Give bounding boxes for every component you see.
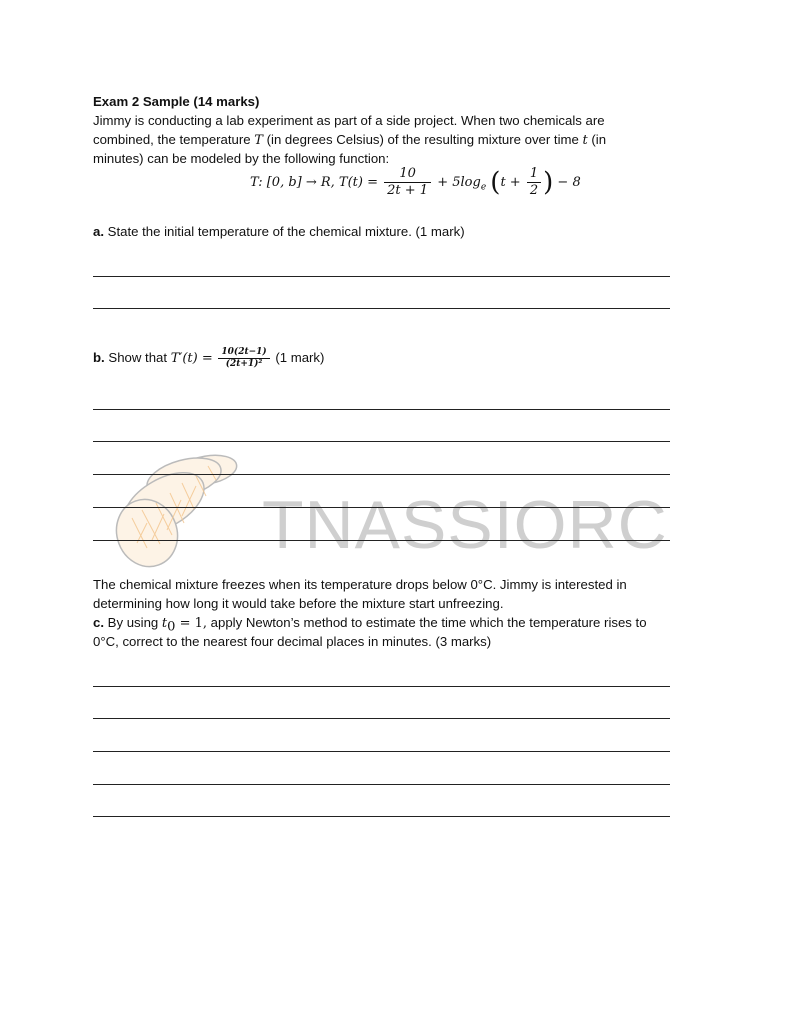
part-c-intro-line-2: determining how long it would take before the mixture start unfreezing. xyxy=(93,596,504,611)
part-b-text-before: Show that xyxy=(104,349,171,365)
intro-line-2-b: (in degrees Celsius) of the resulting mixture over time xyxy=(262,132,583,147)
formula-right-paren: ) xyxy=(543,167,554,198)
part-b-question xyxy=(93,347,324,370)
answer-line-c4[interactable] xyxy=(93,784,670,785)
intro-line-3: minutes) can be modeled by the following function: xyxy=(93,151,390,166)
part-b-fraction xyxy=(218,347,269,370)
part-c-line-2: 0°C, correct to the nearest four decimal places in minutes. (3 marks) xyxy=(93,634,492,649)
part-b-label: b. xyxy=(93,349,105,365)
part-a-text: State the initial temperature of the chemical mixture. (1 mark) xyxy=(104,224,465,239)
answer-line-b5[interactable] xyxy=(93,540,670,541)
part-c-var-eq: = 1, xyxy=(175,616,207,631)
formula-tail: − 8 xyxy=(557,175,581,190)
formula-frac2-numerator: 1 xyxy=(527,166,541,183)
part-c-text-before: By using xyxy=(104,615,162,630)
intro-line-2-c: (in xyxy=(587,132,607,147)
intro-line-2 xyxy=(93,130,606,150)
answer-line-c3[interactable] xyxy=(93,751,670,752)
part-a-label: a. xyxy=(93,224,104,239)
answer-line-c1[interactable] xyxy=(93,686,670,687)
intro-var-T: T xyxy=(254,133,263,148)
formula-frac1-denominator: 2t + 1 xyxy=(387,183,429,198)
exam-title: Exam 2 Sample (14 marks) xyxy=(93,94,260,109)
intro-var-t: t xyxy=(582,133,588,148)
part-c-text-after: apply Newton’s method to estimate the time which the temperature rises to xyxy=(207,615,647,630)
answer-line-b2[interactable] xyxy=(93,441,670,442)
answer-line-c2[interactable] xyxy=(93,718,670,719)
part-c-var-sub: 0 xyxy=(167,619,176,635)
intro-line-1: Jimmy is conducting a lab experiment as part of a side project. When two chemicals are xyxy=(93,113,605,128)
watermark-logo-icon xyxy=(112,448,242,578)
part-c-label: c. xyxy=(93,615,104,630)
answer-line-b4[interactable] xyxy=(93,507,670,508)
formula-left-paren: ( xyxy=(490,167,501,198)
formula-lead: T: [0, b] → R, T(t) = xyxy=(250,175,378,190)
part-b-text-after: (1 mark) xyxy=(271,349,325,365)
formula-log-base: e xyxy=(480,182,487,193)
answer-line-b1[interactable] xyxy=(93,409,670,410)
watermark-text: TNASSIORC xyxy=(262,487,668,563)
answer-line-a1[interactable] xyxy=(93,276,670,277)
formula-frac1-numerator: 10 xyxy=(384,166,431,183)
part-a-question xyxy=(93,222,465,241)
part-c-intro-line-1: The chemical mixture freezes when its temperature drops below 0°C. Jimmy is interested in xyxy=(93,577,627,592)
part-b-expr: T′(t) = xyxy=(170,350,213,366)
answer-line-a2[interactable] xyxy=(93,308,670,309)
formula-inner-left: t + xyxy=(500,175,521,190)
formula-fraction-2 xyxy=(527,166,541,199)
intro-line-2-a: combined, the temperature xyxy=(93,132,255,147)
formula-frac2-denominator: 2 xyxy=(529,183,539,198)
part-c-var: t xyxy=(161,616,168,631)
answer-line-b3[interactable] xyxy=(93,474,670,475)
formula-fraction-1 xyxy=(384,166,431,199)
part-b-frac-denominator: (2t+1)² xyxy=(225,359,263,369)
answer-line-c5[interactable] xyxy=(93,816,670,817)
formula-mid: + 5log xyxy=(437,175,481,190)
part-b-frac-numerator: 10(2t−1) xyxy=(218,347,269,359)
function-formula xyxy=(250,166,581,199)
